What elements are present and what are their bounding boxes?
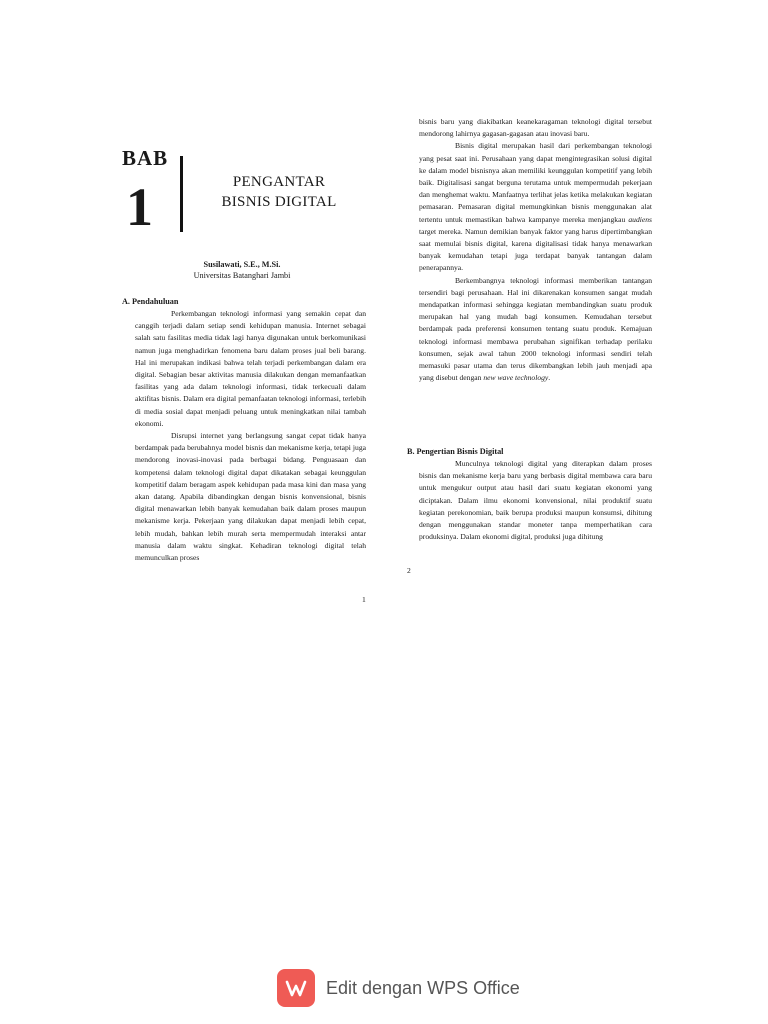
paragraph: bisnis baru yang diakibatkan keanekaragaman teknologi digital tersebut mendorong lahirnya gagasan-gagasan atau inovasi baru. bbox=[419, 117, 652, 139]
paragraph: Disrupsi internet yang berlangsung sangat cepat tidak hanya berdampak pada berubahnya model bisnis dan mekanisme kerja, tetapi juga mendorong inovasi-inovasi pada berbagai bidang. Penguasaan dan kompetensi dalam teknologi digital dapat dikatakan sebagai keunggulan kompetitif dalam beragam aspek kehidupan pada masa kini dan masa yang akan datang. Apabila dibandingkan dengan bisnis konvensional, bisnis digital menawarkan lebih banyak kemudahan baik dalam proses maupun mekanisme kerja. Pekerjaan yang dilakukan dapat menjadi lebih cepat, lebih mudah, bahkan lebih murah serta mempermudah interaksi antar manusia dalam waktu singkat. Kehadiran teknologi digital telah memunculkan proses bbox=[135, 431, 366, 563]
wps-office-icon[interactable] bbox=[277, 969, 315, 1007]
right-page bbox=[384, 0, 768, 1024]
emphasis: audiens bbox=[628, 214, 652, 224]
chapter-title bbox=[204, 172, 354, 212]
paragraph: Perkembangan teknologi informasi yang semakin cepat dan canggih terjadi dalam setiap sendi kehidupan manusia. Internet sebagai salah satu fasilitas media tidak lagi hanya digunakan untuk berkomunikasi namun juga menghadirkan fenomena baru dalam proses jual beli barang. Hal ini merupakan indikasi bahwa telah terjadi perkembangan dalam era digital. Sebagian besar aktivitas manusia dilakukan dengan memanfaatkan fasilitas yang ada dalam teknologi informasi, tidak terkecuali dalam aktifitas bisnis. Dalam era digital pemanfaatan teknologi informasi, terlebih di media sosial dapat menjadi peluang untuk meningkatkan nilai tambah ekonomi. bbox=[135, 309, 366, 428]
left-body-text bbox=[135, 308, 366, 564]
chapter-title-line1: PENGANTAR bbox=[232, 174, 326, 190]
wps-logo-glyph bbox=[284, 976, 308, 1000]
chapter-divider bbox=[180, 156, 183, 232]
section-b-heading: B. Pengertian Bisnis Digital bbox=[407, 447, 504, 456]
chapter-number: 1 bbox=[126, 177, 153, 237]
author-name: Susilawati, S.E., M.Si. bbox=[203, 260, 281, 269]
chapter-word: BAB bbox=[122, 146, 169, 170]
paragraph: Munculnya teknologi digital yang diterapkan dalam proses bisnis dan mekanisme kerja baru yang berbasis digital membawa cara baru untuk mengukur output atau hasil dari suatu kegiatan ekonomi yang diciptakan. Dalam ilmu ekonomi konvensional, nilai produktif suatu kegiatan perekonomian, baik berupa produksi maupun konsumsi, dihitung dengan menggunakan standar moneter tanpa memperhatikan cara produksinya. Dalam ekonomi digital, produksi juga dihitung bbox=[419, 459, 652, 542]
chapter-heading bbox=[122, 146, 362, 246]
right-body-text-b bbox=[419, 458, 652, 543]
author-block bbox=[122, 259, 362, 281]
right-body-text bbox=[419, 116, 652, 384]
emphasis: new wave technology bbox=[483, 373, 549, 383]
author-affiliation: Universitas Batanghari Jambi bbox=[193, 271, 291, 280]
paragraph: Bisnis digital merupakan hasil dari perkembangan teknologi yang pesat saat ini. Perusahaan yang dapat mengintegrasikan solusi digital ke dalam model bisnisnya akan memiliki keunggulan kompetitif yang lebih baik. Digitalisasi sangat berguna terutama untuk mempermudah pekerjaan dan menghemat waktu. Manfaatnya terlihat jelas ketika melakukan kegiatan pemasaran. Pemasaran digital memungkinkan bisnis menggunakan alat tertentu untuk memastikan bahwa kampanye mereka menjangkau audiens target mereka. Namun demikian banyak faktor yang harus dipertimbangkan saat memulai bisnis digital, karena digitalisasi tidak hanya menawarkan banyak kemudahan tetapi juga terdapat banyak tantangan dalam penerapannya. bbox=[419, 141, 652, 273]
chapter-title-line2: BISNIS DIGITAL bbox=[221, 194, 337, 210]
section-a-heading: A. Pendahuluan bbox=[122, 297, 179, 306]
paragraph: Berkembangnya teknologi informasi memberikan tantangan tersendiri bagi perusahaan. Hal ini dikarenakan konsumen sangat mudah mendapatkan informasi sehingga kegiatan membandingkan suatu produk merupakan hal yang mudah bagi konsumen. Kemudahan tersebut berdampak pada preferensi konsumen tentang suatu produk. Kemajuan teknologi informasi membawa perubahan signifikan terhadap perilaku konsumen, sejak awal tahun 2000 teknologi informasi sendiri telah memasuki pasar utama dan terus dikembangkan lebih jauh menjadi apa yang disebut dengan new wave technology. bbox=[419, 275, 652, 383]
page-number: 2 bbox=[407, 566, 411, 575]
page-number: 1 bbox=[362, 595, 366, 604]
edit-with-wps-link[interactable]: Edit dengan WPS Office bbox=[326, 978, 520, 998]
